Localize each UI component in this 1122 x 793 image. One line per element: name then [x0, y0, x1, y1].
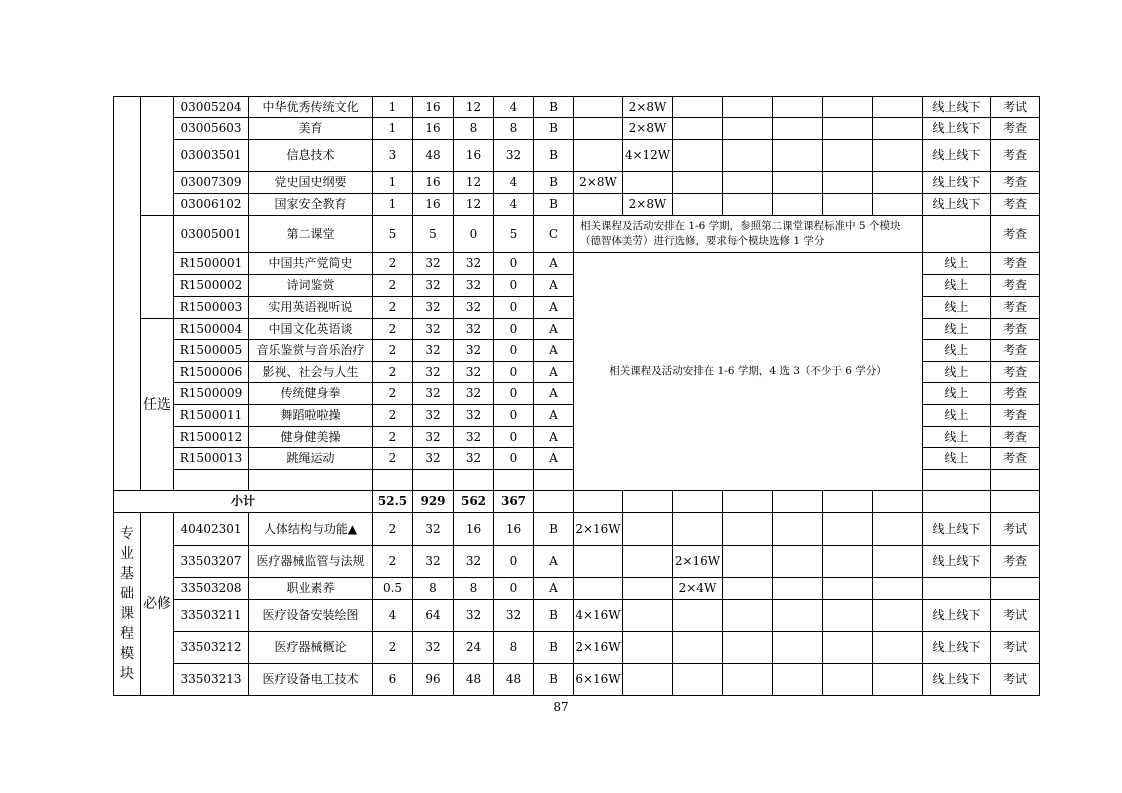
- theory-hours: 32: [454, 319, 494, 340]
- credit: 1: [373, 172, 413, 194]
- semester-1: [574, 97, 623, 118]
- practice-hours: 0: [494, 448, 534, 470]
- course-name: 党史国史纲要: [249, 172, 373, 194]
- theory-hours: 32: [454, 448, 494, 470]
- total-hours: 32: [413, 383, 454, 405]
- assessment: 考查: [991, 340, 1040, 362]
- practice-hours: 4: [494, 172, 534, 194]
- table-row: [114, 600, 1040, 632]
- course-type: B: [534, 194, 574, 216]
- course-code: 40402301: [174, 513, 249, 546]
- course-type: A: [534, 448, 574, 470]
- course-name: 实用英语视听说: [249, 297, 373, 319]
- course-name: 舞蹈啦啦操: [249, 405, 373, 427]
- total-hours: 32: [413, 427, 454, 448]
- subtotal-label: 小计: [114, 491, 373, 513]
- credit: 2: [373, 340, 413, 362]
- semester-1: 2×8W: [574, 172, 623, 194]
- semester-1: 6×16W: [574, 664, 623, 696]
- teaching-mode: 线上: [923, 362, 991, 383]
- course-type: B: [534, 140, 574, 172]
- practice-hours: 0: [494, 275, 534, 297]
- teaching-mode: 线上: [923, 383, 991, 405]
- total-hours: 32: [413, 632, 454, 664]
- theory-hours: 48: [454, 664, 494, 696]
- course-name: 中国共产党简史: [249, 253, 373, 275]
- practice-hours: 0: [494, 319, 534, 340]
- teaching-mode: 线上线下: [923, 513, 991, 546]
- semester-2: [623, 578, 673, 600]
- practice-hours: 0: [494, 362, 534, 383]
- practice-hours: 0: [494, 383, 534, 405]
- total-hours: 48: [413, 140, 454, 172]
- practice-hours: 0: [494, 427, 534, 448]
- semester-3: 2×16W: [673, 546, 723, 578]
- course-name: 音乐鉴赏与音乐治疗: [249, 340, 373, 362]
- subtotal-practice: 367: [494, 491, 534, 513]
- total-hours: 16: [413, 118, 454, 140]
- semester-2: [623, 664, 673, 696]
- course-name: 中华优秀传统文化: [249, 97, 373, 118]
- course-code: R1500006: [174, 362, 249, 383]
- course-name: 医疗器械概论: [249, 632, 373, 664]
- course-code: 33503212: [174, 632, 249, 664]
- total-hours: 16: [413, 194, 454, 216]
- course-name: 影视、社会与人生: [249, 362, 373, 383]
- semester-3: [673, 664, 723, 696]
- course-type: A: [534, 362, 574, 383]
- teaching-mode: 线上: [923, 427, 991, 448]
- semester-1: [574, 118, 623, 140]
- total-hours: 16: [413, 172, 454, 194]
- practice-hours: 4: [494, 194, 534, 216]
- credit: 5: [373, 216, 413, 253]
- subcategory-cell: [141, 216, 174, 319]
- course-type: B: [534, 664, 574, 696]
- course-name: 第二课堂: [249, 216, 373, 253]
- credit: 2: [373, 405, 413, 427]
- semester-1: [574, 546, 623, 578]
- semester-2: [623, 546, 673, 578]
- credit: 4: [373, 600, 413, 632]
- course-type: A: [534, 253, 574, 275]
- teaching-mode: 线上线下: [923, 600, 991, 632]
- total-hours: 32: [413, 362, 454, 383]
- semester-1: 2×16W: [574, 513, 623, 546]
- assessment: 考查: [991, 118, 1040, 140]
- table-row: [114, 172, 1040, 194]
- course-name: 职业素养: [249, 578, 373, 600]
- practice-hours: 32: [494, 140, 534, 172]
- semester-2: 2×8W: [623, 118, 673, 140]
- theory-hours: 32: [454, 600, 494, 632]
- second-classroom-note: 相关课程及活动安排在 1-6 学期，参照第二课堂课程标准中 5 个模块（德智体美劳）进行选修，要求每个模块选修 1 学分: [574, 216, 923, 253]
- theory-hours: 0: [454, 216, 494, 253]
- assessment: 考试: [991, 632, 1040, 664]
- credit: 2: [373, 297, 413, 319]
- teaching-mode: 线上线下: [923, 632, 991, 664]
- teaching-mode: 线上: [923, 448, 991, 470]
- total-hours: 32: [413, 253, 454, 275]
- course-type: A: [534, 297, 574, 319]
- course-code: 03005001: [174, 216, 249, 253]
- course-type: A: [534, 275, 574, 297]
- teaching-mode: 线上: [923, 340, 991, 362]
- semester-2: [623, 600, 673, 632]
- practice-hours: 0: [494, 340, 534, 362]
- assessment: 考查: [991, 427, 1040, 448]
- total-hours: 32: [413, 513, 454, 546]
- course-code: R1500012: [174, 427, 249, 448]
- course-type: A: [534, 383, 574, 405]
- semester-3: [673, 513, 723, 546]
- course-name: 国家安全教育: [249, 194, 373, 216]
- course-type: C: [534, 216, 574, 253]
- practice-hours: 0: [494, 578, 534, 600]
- theory-hours: 16: [454, 513, 494, 546]
- credit: 6: [373, 664, 413, 696]
- category-cell: [114, 97, 141, 491]
- course-code: 33503208: [174, 578, 249, 600]
- teaching-mode: [923, 578, 991, 600]
- total-hours: 96: [413, 664, 454, 696]
- practice-hours: 5: [494, 216, 534, 253]
- table-row: [114, 578, 1040, 600]
- teaching-mode: 线上线下: [923, 194, 991, 216]
- theory-hours: 24: [454, 632, 494, 664]
- table-row: [114, 664, 1040, 696]
- total-hours: 8: [413, 578, 454, 600]
- table-row: [114, 253, 1040, 275]
- course-type: B: [534, 118, 574, 140]
- course-name: 传统健身拳: [249, 383, 373, 405]
- subcategory-cell: [141, 97, 174, 216]
- assessment: 考查: [991, 275, 1040, 297]
- semester-2: [623, 513, 673, 546]
- course-name: 信息技术: [249, 140, 373, 172]
- course-name: 跳绳运动: [249, 448, 373, 470]
- total-hours: 32: [413, 546, 454, 578]
- theory-hours: 16: [454, 140, 494, 172]
- table-row: [114, 194, 1040, 216]
- course-name: 美育: [249, 118, 373, 140]
- teaching-mode: 线上: [923, 253, 991, 275]
- teaching-mode: 线上: [923, 297, 991, 319]
- practice-hours: 8: [494, 632, 534, 664]
- assessment: 考试: [991, 513, 1040, 546]
- course-code: 33503207: [174, 546, 249, 578]
- credit: 0.5: [373, 578, 413, 600]
- subtotal-credit: 52.5: [373, 491, 413, 513]
- semester-3: [673, 632, 723, 664]
- page-number: 87: [553, 700, 569, 714]
- total-hours: 32: [413, 405, 454, 427]
- course-code: R1500013: [174, 448, 249, 470]
- semester-2: [623, 632, 673, 664]
- total-hours: 5: [413, 216, 454, 253]
- teaching-mode: 线上线下: [923, 97, 991, 118]
- assessment: 考查: [991, 319, 1040, 340]
- assessment: 考查: [991, 297, 1040, 319]
- practice-hours: 0: [494, 297, 534, 319]
- course-table: [113, 96, 1040, 696]
- semester-1: [574, 140, 623, 172]
- credit: 2: [373, 275, 413, 297]
- total-hours: 32: [413, 448, 454, 470]
- semester-2: 2×8W: [623, 194, 673, 216]
- teaching-mode: 线上: [923, 319, 991, 340]
- subtotal-row: [114, 491, 1040, 513]
- table-row: [114, 546, 1040, 578]
- teaching-mode: 线上线下: [923, 546, 991, 578]
- semester-2: [623, 172, 673, 194]
- assessment: 考查: [991, 448, 1040, 470]
- elective-label: 任选: [141, 319, 174, 491]
- theory-hours: 32: [454, 427, 494, 448]
- assessment: 考查: [991, 405, 1040, 427]
- course-type: A: [534, 340, 574, 362]
- semester-2: 4×12W: [623, 140, 673, 172]
- course-code: 03005603: [174, 118, 249, 140]
- assessment: 考查: [991, 253, 1040, 275]
- credit: 1: [373, 194, 413, 216]
- assessment: [991, 578, 1040, 600]
- credit: 3: [373, 140, 413, 172]
- assessment: 考查: [991, 383, 1040, 405]
- credit: 2: [373, 513, 413, 546]
- teaching-mode: 线上: [923, 275, 991, 297]
- semester-3: [673, 600, 723, 632]
- course-type: B: [534, 513, 574, 546]
- course-code: R1500001: [174, 253, 249, 275]
- elective-note: 相关课程及活动安排在 1-6 学期，4 选 3（不少于 6 学分）: [574, 253, 923, 491]
- assessment: 考试: [991, 664, 1040, 696]
- credit: 1: [373, 118, 413, 140]
- required-label: 必修: [141, 513, 174, 696]
- course-code: 33503211: [174, 600, 249, 632]
- practice-hours: 0: [494, 253, 534, 275]
- total-hours: 64: [413, 600, 454, 632]
- total-hours: 32: [413, 319, 454, 340]
- semester-1: 4×16W: [574, 600, 623, 632]
- assessment: 考查: [991, 216, 1040, 253]
- course-code: 33503213: [174, 664, 249, 696]
- table-row: [114, 97, 1040, 118]
- course-type: B: [534, 97, 574, 118]
- credit: 2: [373, 632, 413, 664]
- theory-hours: 12: [454, 172, 494, 194]
- total-hours: 32: [413, 275, 454, 297]
- semester-3: 2×4W: [673, 578, 723, 600]
- course-code: R1500005: [174, 340, 249, 362]
- semester-2: 2×8W: [623, 97, 673, 118]
- course-type: A: [534, 546, 574, 578]
- assessment: 考试: [991, 97, 1040, 118]
- table-row: [114, 513, 1040, 546]
- theory-hours: 32: [454, 275, 494, 297]
- course-code: R1500011: [174, 405, 249, 427]
- practice-hours: 0: [494, 546, 534, 578]
- assessment: 考试: [991, 600, 1040, 632]
- credit: 2: [373, 448, 413, 470]
- course-code: 03007309: [174, 172, 249, 194]
- course-code: R1500002: [174, 275, 249, 297]
- course-name: 医疗器械监管与法规: [249, 546, 373, 578]
- course-type: B: [534, 632, 574, 664]
- assessment: 考查: [991, 546, 1040, 578]
- course-name: 医疗设备电工技术: [249, 664, 373, 696]
- assessment: 考查: [991, 362, 1040, 383]
- course-type: A: [534, 319, 574, 340]
- course-name: 医疗设备安装绘图: [249, 600, 373, 632]
- course-code: 03003501: [174, 140, 249, 172]
- course-type: A: [534, 578, 574, 600]
- semester-1: [574, 194, 623, 216]
- practice-hours: 16: [494, 513, 534, 546]
- theory-hours: 32: [454, 340, 494, 362]
- teaching-mode: 线上线下: [923, 118, 991, 140]
- semester-1: [574, 578, 623, 600]
- total-hours: 16: [413, 97, 454, 118]
- theory-hours: 32: [454, 383, 494, 405]
- practice-hours: 48: [494, 664, 534, 696]
- semester-1: 2×16W: [574, 632, 623, 664]
- credit: 1: [373, 97, 413, 118]
- table-row: [114, 632, 1040, 664]
- assessment: 考查: [991, 194, 1040, 216]
- subtotal-theory: 562: [454, 491, 494, 513]
- table-row: [114, 118, 1040, 140]
- theory-hours: 32: [454, 405, 494, 427]
- course-code: 03006102: [174, 194, 249, 216]
- teaching-mode: 线上线下: [923, 140, 991, 172]
- course-type: A: [534, 427, 574, 448]
- assessment: 考查: [991, 140, 1040, 172]
- theory-hours: 32: [454, 253, 494, 275]
- course-name: 健身健美操: [249, 427, 373, 448]
- course-type: A: [534, 405, 574, 427]
- theory-hours: 32: [454, 546, 494, 578]
- credit: 2: [373, 383, 413, 405]
- practice-hours: 8: [494, 118, 534, 140]
- course-type: B: [534, 172, 574, 194]
- theory-hours: 8: [454, 578, 494, 600]
- credit: 2: [373, 427, 413, 448]
- teaching-mode: 线上线下: [923, 172, 991, 194]
- course-code: R1500003: [174, 297, 249, 319]
- course-name: 人体结构与功能▲: [249, 513, 373, 546]
- theory-hours: 8: [454, 118, 494, 140]
- table-row: [114, 140, 1040, 172]
- credit: 2: [373, 362, 413, 383]
- course-code: 03005204: [174, 97, 249, 118]
- theory-hours: 12: [454, 97, 494, 118]
- course-type: B: [534, 600, 574, 632]
- theory-hours: 32: [454, 362, 494, 383]
- course-code: R1500004: [174, 319, 249, 340]
- total-hours: 32: [413, 297, 454, 319]
- practice-hours: 32: [494, 600, 534, 632]
- course-name: 中国文化英语谈: [249, 319, 373, 340]
- subtotal-total: 929: [413, 491, 454, 513]
- credit: 2: [373, 253, 413, 275]
- practice-hours: 4: [494, 97, 534, 118]
- theory-hours: 32: [454, 297, 494, 319]
- table-row: [114, 216, 1040, 253]
- teaching-mode: 线上: [923, 405, 991, 427]
- course-name: 诗词鉴赏: [249, 275, 373, 297]
- credit: 2: [373, 546, 413, 578]
- theory-hours: 12: [454, 194, 494, 216]
- total-hours: 32: [413, 340, 454, 362]
- course-code: R1500009: [174, 383, 249, 405]
- assessment: 考查: [991, 172, 1040, 194]
- teaching-mode: 线上线下: [923, 664, 991, 696]
- credit: 2: [373, 319, 413, 340]
- module-label: 专业基础课程模块: [114, 513, 141, 696]
- practice-hours: 0: [494, 405, 534, 427]
